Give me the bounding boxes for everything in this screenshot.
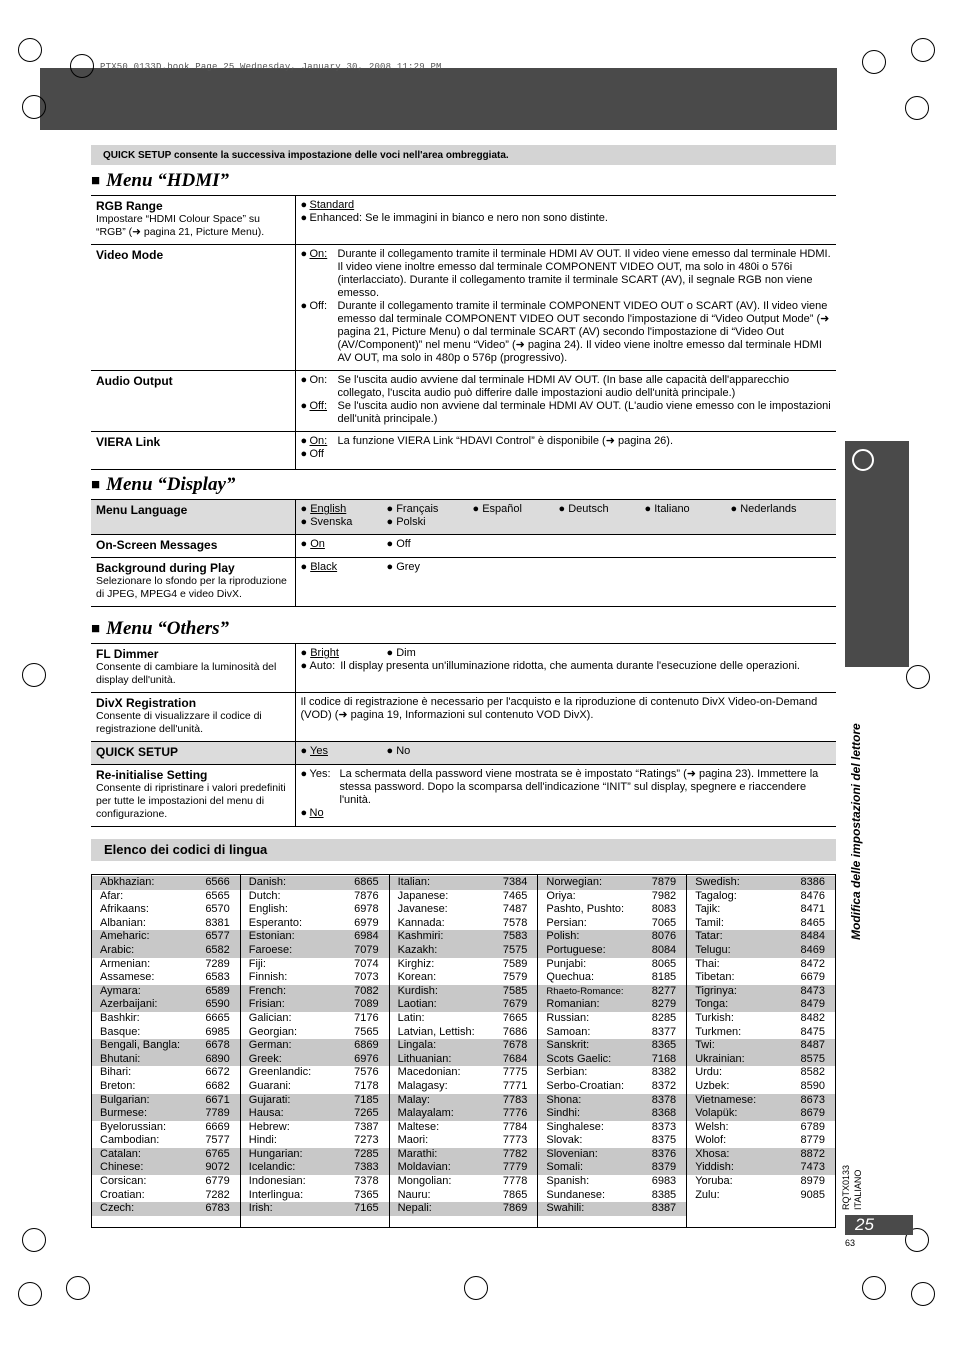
lang-row: Assamese: 6583 — [100, 971, 230, 984]
lang-row: Serbian: 8382 — [546, 1066, 677, 1079]
lang-row: Slovak: 8375 — [546, 1134, 677, 1147]
option-label: On: — [309, 248, 328, 260]
lang-row: Tamil: 8465 — [695, 916, 825, 929]
lang-row: Persian: 7065 — [546, 916, 677, 929]
page-number-small: 63 — [845, 1238, 856, 1248]
lang-row: Abkhazian: 6566 — [92, 876, 240, 890]
registration-mark — [22, 95, 46, 119]
setting-title: QUICK SETUP — [96, 745, 179, 759]
option-text: Se l'uscita audio avviene dal terminale HDMI AV OUT. (In base alle capacità dell'apparecchio collegato, l'uscita audio può differire dalle impostazioni audio dell'unità principale.) — [337, 374, 790, 399]
setting-desc: Impostare “HDMI Colour Space” su “RGB” (➜ pagina 21, Picture Menu). — [96, 213, 265, 238]
side-tab — [845, 441, 909, 667]
section-title-display: ■ Menu “Display” — [91, 474, 236, 495]
lang-row: Wolof: 8779 — [695, 1134, 825, 1147]
lang-row: Lingala: 7678 — [390, 1039, 538, 1053]
lang-row: Swedish: 8386 — [687, 876, 835, 890]
lang-row: Albanian: 8381 — [100, 916, 230, 929]
lang-row: Corsican: 6779 — [100, 1175, 230, 1188]
lang-row: Afrikaans: 6570 — [100, 903, 230, 916]
lang-row: Kazakh: 7575 — [390, 944, 538, 958]
hdmi-table — [91, 195, 836, 470]
registration-mark — [911, 1282, 935, 1306]
lang-row: Finnish: 7073 — [248, 971, 379, 984]
lang-row: Indonesian: 7378 — [248, 1175, 379, 1188]
others-table — [91, 643, 836, 827]
lang-row: Welsh: 6789 — [695, 1120, 825, 1133]
lang-column — [390, 875, 539, 1227]
lang-row: Polish: 8076 — [538, 930, 686, 944]
setting-reinitialise: Re-initialise Setting Consente di ripristinare i valori predefiniti per tutte le impostazioni del menu di configurazione. ● Yes: La schermata della password viene mostrata se è impostato “Ratings” (➜ pagina 23). Immettere la stessa password. Dopo la scomparsa dell'indicazione “INIT” sul display, spegnere e riaccendere l'unità. ● No — [91, 765, 836, 827]
option: Black — [310, 561, 338, 573]
lang-row: Tibetan: 6679 — [695, 971, 825, 984]
lang-row: Latin: 7665 — [397, 1011, 528, 1024]
lang-row: Cambodian: 7577 — [100, 1134, 230, 1147]
lang-row: Kurdish: 7585 — [390, 985, 538, 999]
option: Grey — [396, 561, 421, 573]
setting-title: Audio Output — [96, 374, 173, 388]
lang-row: Japanese: 7465 — [397, 889, 528, 902]
lang-row: Malayalam: 7776 — [390, 1107, 538, 1121]
lang-row: Nepali: 7869 — [390, 1202, 538, 1216]
divx-text: Il codice di registrazione è necessario per l'acquisto e la riproduzione di contenuto DivX Video-on-Demand (VOD) (➜ pagina 19, Informazioni sul contenuto VOD DivX). — [300, 696, 818, 721]
registration-mark — [18, 38, 42, 62]
option: Nederlands — [740, 503, 797, 515]
setting-quick-setup: QUICK SETUP ● Yes ● No — [91, 742, 836, 765]
option-text: Durante il collegamento tramite il terminale COMPONENT VIDEO OUT o SCART (AV). Il video viene emesso dal terminale COMPONENT VIDEO OUT secondo l'impostazione di “Video Output Mode” (➜ pagina 21, Picture Menu) o dal terminale SCART (AV) secondo l'impostazione di “Video Out (AV/Component)” nel menu “Video” (➜ pagina 24). Il video viene inoltre emesso dal terminale HDMI AV OUT, ma solo in 480p o 576p (progressivo). — [337, 300, 830, 364]
lang-row: Telugu: 8469 — [687, 944, 835, 958]
lang-row: Tagalog: 8476 — [695, 889, 825, 902]
lang-row: Azerbaijani: 6590 — [92, 998, 240, 1012]
lang-row: Samoan: 8377 — [546, 1025, 677, 1038]
lang-codes-grid — [91, 874, 836, 1228]
lang-row: Rhaeto-Romance: 8277 — [538, 985, 686, 999]
lang-row: Sundanese: 8385 — [546, 1188, 677, 1201]
lang-column — [241, 875, 390, 1227]
lang-row: Aymara: 6589 — [92, 985, 240, 999]
lang-row: Korean: 7579 — [397, 971, 528, 984]
lang-row: Burmese: 7789 — [92, 1107, 240, 1121]
lang-row: Pashto, Pushto: 8083 — [546, 903, 677, 916]
setting-fl-dimmer: FL Dimmer Consente di cambiare la luminosità del display dell'unità. ● Bright ● Dim ● Auto: Il display presenta un'illuminazione ridotta, che aumenta durante l'esecuzione delle operazioni. — [91, 644, 836, 693]
lang-row: Galician: 7176 — [248, 1011, 379, 1024]
lang-row: Urdu: 8582 — [695, 1066, 825, 1079]
option: On — [310, 538, 325, 550]
lang-row: Frisian: 7089 — [241, 998, 389, 1012]
registration-mark — [22, 1228, 46, 1252]
lang-row: Esperanto: 6979 — [248, 916, 379, 929]
option-text: La funzione VIERA Link “HDAVI Control” è disponibile (➜ pagina 26). — [337, 435, 674, 447]
lang-row: Bihari: 6672 — [100, 1066, 230, 1079]
registration-mark — [911, 38, 935, 62]
setting-title: Menu Language — [96, 503, 188, 517]
lang-row: Xhosa: 8872 — [687, 1148, 835, 1162]
lang-row: Quechua: 8185 — [546, 971, 677, 984]
lang-row: Moldavian: 7779 — [390, 1161, 538, 1175]
lang-row: Fiji: 7074 — [248, 957, 379, 970]
model-code: RQTX0133 ITALIANO — [841, 1164, 863, 1210]
lang-row: Shona: 8378 — [538, 1094, 686, 1108]
option-label: Off: — [309, 400, 328, 412]
lang-row: Ameharic: 6577 — [92, 930, 240, 944]
lang-row: Chinese: 9072 — [92, 1161, 240, 1175]
lang-row: Irish: 7165 — [241, 1202, 389, 1216]
option-label: On: — [309, 435, 328, 447]
lang-row: Danish: 6865 — [241, 876, 389, 890]
display-table — [91, 499, 836, 607]
header-bar — [40, 68, 837, 130]
lang-row: Armenian: 7289 — [100, 957, 230, 970]
option: Italiano — [654, 503, 690, 515]
lang-row: Hebrew: 7387 — [248, 1120, 379, 1133]
setting-desc: Consente di ripristinare i valori predefiniti per tutte le impostazioni del menu di configurazione. — [96, 782, 286, 820]
lang-row: Punjabi: 8065 — [546, 957, 677, 970]
setting-title: DivX Registration — [96, 696, 197, 710]
registration-mark — [22, 663, 46, 687]
registration-mark — [862, 1276, 886, 1300]
option: Svenska — [310, 516, 353, 528]
lang-column — [538, 875, 687, 1227]
option-label: Off: — [309, 300, 328, 312]
option: Dim — [396, 647, 416, 659]
setting-title: FL Dimmer — [96, 647, 159, 661]
setting-desc: Selezionare lo sfondo per la riproduzione di JPEG, MPEG4 e video DivX. — [96, 575, 287, 600]
lang-column — [92, 875, 241, 1227]
option-text: Il display presenta un'illuminazione ridotta, che aumenta durante l'esecuzione delle operazioni. — [340, 660, 800, 672]
lang-row: Norwegian: 7879 — [538, 876, 686, 890]
page-number: 25 — [845, 1215, 913, 1235]
lang-row: Marathi: 7782 — [390, 1148, 538, 1162]
lang-row: Guarani: 7178 — [248, 1079, 379, 1092]
option: Yes — [310, 745, 328, 757]
lang-row: Turkmen: 8475 — [695, 1025, 825, 1038]
lang-row: Oriya: 7982 — [546, 889, 677, 902]
lang-row: Icelandic: 7383 — [241, 1161, 389, 1175]
lang-row: Twi: 8487 — [687, 1039, 835, 1053]
lang-row: Tajik: 8471 — [695, 903, 825, 916]
section-title-hdmi: ■ Menu “HDMI” — [91, 170, 230, 191]
setting-title: On-Screen Messages — [96, 538, 218, 552]
lang-row: Macedonian: 7775 — [397, 1066, 528, 1079]
quick-setup-banner: QUICK SETUP consente la successiva impostazione delle voci nell'area ombreggiata. — [91, 145, 836, 165]
lang-row: Byelorussian: 6669 — [100, 1120, 230, 1133]
setting-on-screen-messages: On-Screen Messages ● On ● Off — [91, 535, 836, 558]
lang-row: Turkish: 8482 — [695, 1011, 825, 1024]
setting-title: Background during Play — [96, 561, 235, 575]
lang-row: Czech: 6783 — [92, 1202, 240, 1216]
lang-row: Bulgarian: 6671 — [92, 1094, 240, 1108]
setting-title: RGB Range — [96, 199, 163, 213]
lang-row: Zulu: 9085 — [695, 1188, 825, 1201]
lang-row: Yiddish: 7473 — [687, 1161, 835, 1175]
lang-row: Dutch: 7876 — [248, 889, 379, 902]
section-title-others: ■ Menu “Others” — [91, 618, 230, 639]
lang-row: Romanian: 8279 — [538, 998, 686, 1012]
lang-row: Kashmiri: 7583 — [390, 930, 538, 944]
registration-mark — [66, 1276, 90, 1300]
setting-background: Background during Play Selezionare lo sfondo per la riproduzione di JPEG, MPEG4 e video DivX. ● Black ● Grey — [91, 558, 836, 607]
lang-row: English: 6978 — [248, 903, 379, 916]
option-enhanced: Enhanced: Se le immagini in bianco e nero non sono distinte. — [309, 212, 608, 224]
setting-menu-language: Menu Language ● English ● Français ● Español ● Deutsch ● Italiano ● Nederlands ● Svenska ● Polski — [91, 500, 836, 535]
option-standard: Standard — [309, 199, 355, 211]
registration-mark — [18, 1282, 42, 1306]
lang-row: Italian: 7384 — [390, 876, 538, 890]
lang-row: Portuguese: 8084 — [538, 944, 686, 958]
lang-row: Uzbek: 8590 — [695, 1079, 825, 1092]
option: Français — [396, 503, 439, 515]
lang-row: Interlingua: 7365 — [248, 1188, 379, 1201]
option: Español — [482, 503, 522, 515]
lang-row: Javanese: 7487 — [397, 903, 528, 916]
lang-row: Georgian: 7565 — [248, 1025, 379, 1038]
lang-row: Latvian, Lettish: 7686 — [397, 1025, 528, 1038]
setting-title: Re-initialise Setting — [96, 768, 208, 782]
lang-row: Nauru: 7865 — [397, 1188, 528, 1201]
lang-row: Faroese: 7079 — [241, 944, 389, 958]
lang-column — [687, 875, 835, 1227]
lang-row: Serbo-Croatian: 8372 — [546, 1079, 677, 1092]
lang-codes-title: Elenco dei codici di lingua — [91, 839, 836, 861]
option-text: Durante il collegamento tramite il terminale HDMI AV OUT. Il video viene emesso dal terminale HDMI. Il video viene inoltre emesso dal terminale COMPONENT VIDEO OUT, ma solo in 480i o 576i (interlacciato). Durante il collegamento tramite il terminale SCART (AV), il segnale RGB non viene emesso. — [337, 248, 831, 299]
lang-row: Hungarian: 7285 — [241, 1148, 389, 1162]
setting-desc: Consente di cambiare la luminosità del display dell'unità. — [96, 661, 277, 686]
lang-row: Slovenian: 8376 — [538, 1148, 686, 1162]
setting-desc: Consente di visualizzare il codice di registrazione dell'unità. — [96, 710, 262, 735]
lang-row: Bashkir: 6665 — [100, 1011, 230, 1024]
setting-viera-link: VIERA Link ● On: La funzione VIERA Link “HDAVI Control” è disponibile (➜ pagina 26). ● Off — [91, 432, 836, 470]
lang-row: Laotian: 7679 — [390, 998, 538, 1012]
setting-divx-registration — [91, 693, 836, 742]
lang-row: Hindi: 7273 — [248, 1134, 379, 1147]
setting-title: Video Mode — [96, 248, 164, 262]
lang-row: Spanish: 6983 — [546, 1175, 677, 1188]
lang-row: Ukrainian: 8575 — [687, 1053, 835, 1067]
lang-row: Vietnamese: 8673 — [687, 1094, 835, 1108]
lang-row: Mongolian: 7778 — [397, 1175, 528, 1188]
option-label: Auto: — [309, 660, 336, 672]
option-label: On: — [309, 374, 328, 386]
lang-row: Bengali, Bangla: 6678 — [92, 1039, 240, 1053]
lang-row: German: 6869 — [241, 1039, 389, 1053]
lang-row: Maltese: 7784 — [397, 1120, 528, 1133]
lang-row: Greenlandic: 7576 — [248, 1066, 379, 1079]
lang-row: Estonian: 6984 — [241, 930, 389, 944]
disc-icon — [852, 449, 874, 471]
lang-row: Somali: 8379 — [538, 1161, 686, 1175]
setting-rgb-range: RGB Range Impostare “HDMI Colour Space” su “RGB” (➜ pagina 21, Picture Menu). ● Standard ● Enhanced: Se le immagini in bianco e nero non sono distinte. — [91, 196, 836, 245]
lang-row: Volapük: 8679 — [687, 1107, 835, 1121]
option: Deutsch — [568, 503, 609, 515]
registration-mark — [906, 665, 930, 689]
lang-row: Sanskrit: 8365 — [538, 1039, 686, 1053]
lang-row: Hausa: 7265 — [241, 1107, 389, 1121]
lang-row: Tatar: 8484 — [687, 930, 835, 944]
option: Bright — [310, 647, 339, 659]
lang-row: Russian: 8285 — [546, 1011, 677, 1024]
lang-row: Maori: 7773 — [397, 1134, 528, 1147]
setting-video-mode: Video Mode ● On: Durante il collegamento tramite il terminale HDMI AV OUT. Il video viene emesso dal terminale HDMI. Il video viene inoltre emesso dal terminale COMPONENT VIDEO OUT, ma solo in 480i o 576i (interlacciato). Durante il collegamento tramite il terminale SCART (AV), il segnale RGB non viene emesso. ● Off: Durante il collegamento tramite il terminale COMPONENT VIDEO OUT o SCART (AV). Il video viene emesso dal terminale COMPONENT VIDEO OUT secondo l'impostazione di “Video Output Mode” (➜ pagina 21, Picture Menu) o dal terminale SCART (AV) secondo l'impostazione di “Video Out (AV/Component)” nel menu “Video” (➜ pagina 24). Il video viene inoltre emesso dal terminale HDMI AV OUT, ma solo in 480p o 576p (progressivo). — [91, 245, 836, 371]
option: No — [309, 807, 324, 819]
option-text: La schermata della password viene mostrata se è impostato “Ratings” (➜ pagina 23). Immettere la stessa password. Dopo la scomparsa dell'indicazione “INIT” sul display, spegnere e riaccendere l'unità. — [339, 768, 819, 806]
lang-row: Tigrinya: 8473 — [687, 985, 835, 999]
lang-row: Swahili: 8387 — [538, 1202, 686, 1216]
lang-row: Greek: 6976 — [241, 1053, 389, 1067]
lang-row: Arabic: 6582 — [92, 944, 240, 958]
lang-row: Croatian: 7282 — [100, 1188, 230, 1201]
side-text: Modifica delle impostazioni del lettore — [849, 723, 863, 940]
lang-row: French: 7082 — [241, 985, 389, 999]
lang-row: Yoruba: 8979 — [695, 1175, 825, 1188]
lang-row: Lithuanian: 7684 — [390, 1053, 538, 1067]
lang-row: Catalan: 6765 — [92, 1148, 240, 1162]
option: English — [310, 503, 347, 515]
option: Polski — [396, 516, 426, 528]
option-text: Se l'uscita audio non avviene dal terminale HDMI AV OUT. (L'audio viene emesso con le impostazioni dell'unità principale.) — [337, 400, 831, 425]
lang-row: Breton: 6682 — [100, 1079, 230, 1092]
lang-row: Kirghiz: 7589 — [397, 957, 528, 970]
setting-audio-output: Audio Output ● On: Se l'uscita audio avviene dal terminale HDMI AV OUT. (In base alle capacità dell'apparecchio collegato, l'uscita audio può differire dalle impostazioni audio dell'unità principale.) ● Off: Se l'uscita audio non avviene dal terminale HDMI AV OUT. (L'audio viene emesso con le impostazioni dell'unità principale.) — [91, 371, 836, 432]
option: No — [396, 745, 411, 757]
setting-title: VIERA Link — [96, 435, 161, 449]
lang-row: Scots Gaelic: 7168 — [538, 1053, 686, 1067]
lang-row: Singhalese: 8373 — [546, 1120, 677, 1133]
lang-row: Basque: 6985 — [100, 1025, 230, 1038]
file-info: PTX50_0133D.book Page 25 Wednesday, January 30, 2008 11:29 PM — [100, 62, 442, 72]
lang-row: Tonga: 8479 — [687, 998, 835, 1012]
lang-row: Malagasy: 7771 — [397, 1079, 528, 1092]
option-label: Off — [309, 448, 324, 460]
lang-row: Kannada: 7578 — [397, 916, 528, 929]
registration-mark — [862, 50, 886, 74]
lang-row: Sindhi: 8368 — [538, 1107, 686, 1121]
registration-mark — [464, 1276, 488, 1300]
lang-row: Malay: 7783 — [390, 1094, 538, 1108]
registration-mark — [905, 96, 929, 120]
lang-row: Gujarati: 7185 — [241, 1094, 389, 1108]
option: Off — [396, 538, 411, 550]
option-label: Yes: — [309, 768, 331, 780]
registration-mark — [70, 54, 94, 78]
lang-row: Thai: 8472 — [695, 957, 825, 970]
lang-row: Bhutani: 6890 — [92, 1053, 240, 1067]
lang-row: Afar: 6565 — [100, 889, 230, 902]
